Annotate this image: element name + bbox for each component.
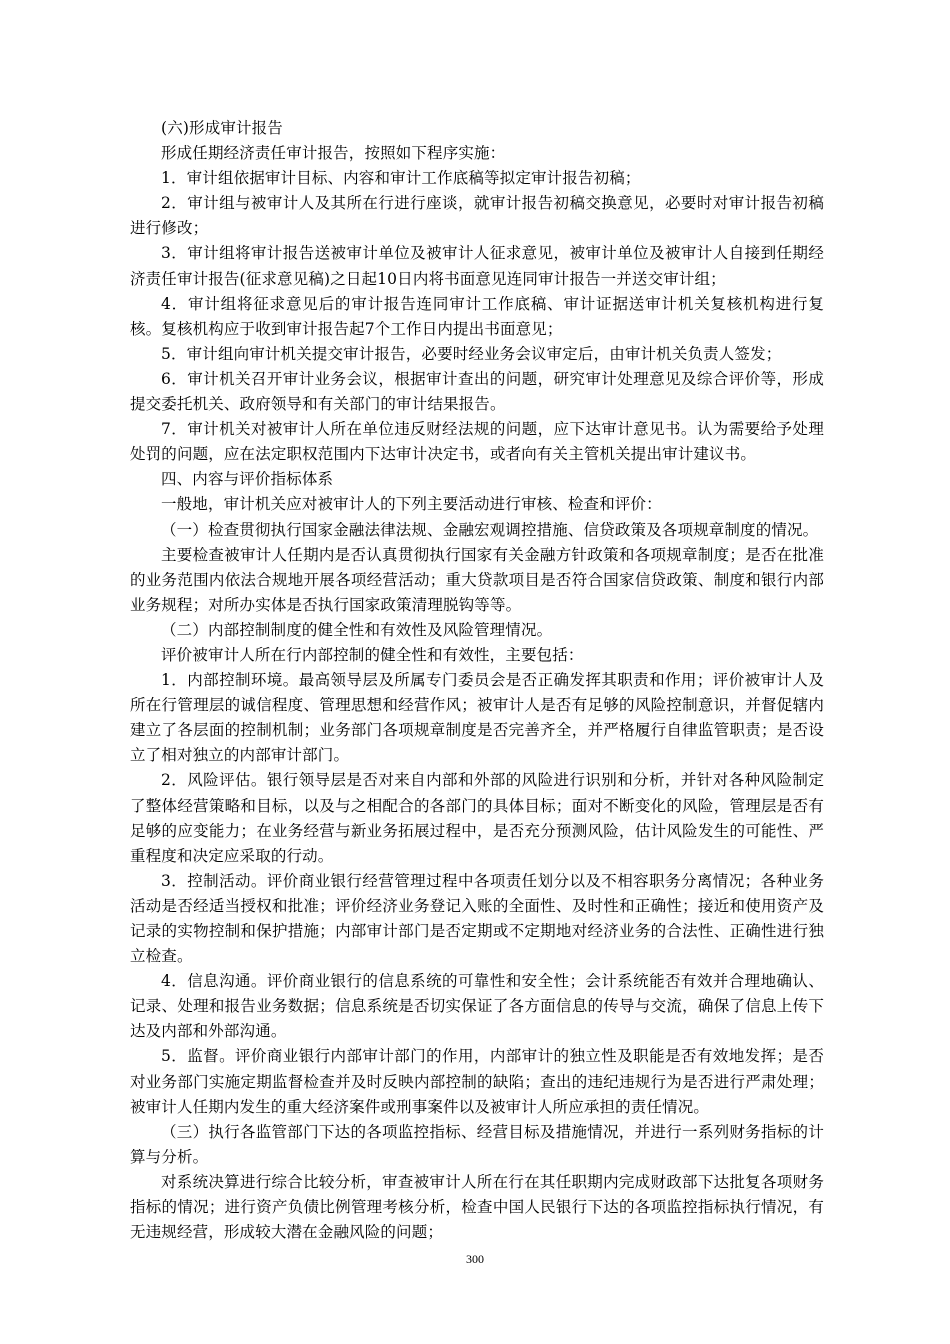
body-text	[130, 116, 824, 1245]
page-number: 300	[466, 1252, 484, 1266]
paragraph: 主要检查被审计人任期内是否认真贯彻执行国家有关金融方针政策和各项规章制度；是否在批准的业务范围内依法合规地开展各项经营活动；重大贷款项目是否符合国家信贷政策、制度和银行内部业务规程；对所办实体是否执行国家政策清理脱钩等等。	[130, 545, 824, 614]
subsection-heading: （二）内部控制制度的健全性和有效性及风险管理情况。	[161, 620, 553, 639]
subsection-heading: （一）检查贯彻执行国家金融法律法规、金融宏观调控措施、信贷政策及各项规章制度的情况。	[161, 520, 819, 539]
paragraph: 对系统决算进行综合比较分析，审查被审计人所在行在其任职期内完成财政部下达批复各项财务指标的情况；进行资产负债比例管理考核分析，检查中国人民银行下达的各项监控指标执行情况，有无违规经营，形成较大潜在金融风险的问题；	[130, 1172, 824, 1242]
list-item: 6．审计机关召开审计业务会议，根据审计查出的问题，研究审计处理意见及综合评价等，形成提交委托机关、政府领导和有关部门的审计结果报告。	[130, 369, 824, 414]
list-item: 7．审计机关对被审计人所在单位违反财经法规的问题，应下达审计意见书。认为需要给予处理处罚的问题，应在法定职权范围内下达审计决定书，或者向有关主管机关提出审计建议书。	[130, 420, 824, 464]
paragraph: 一般地，审计机关应对被审计人的下列主要活动进行审核、检查和评价：	[161, 495, 662, 514]
list-item: 2．审计组与被审计人及其所在行进行座谈，就审计报告初稿交换意见，必要时对审计报告初稿进行修改；	[130, 194, 824, 238]
section-heading-6: (六)形成审计报告	[161, 119, 283, 137]
section-heading-4: 四、内容与评价指标体系	[161, 470, 334, 489]
subsection-heading: （三）执行各监管部门下达的各项监控指标、经营目标及措施情况，并进行一系列财务指标的计算与分析。	[130, 1122, 824, 1166]
paragraph: 形成任期经济责任审计报告，按照如下程序实施：	[161, 144, 506, 163]
list-item: 4．信息沟通。评价商业银行的信息系统的可靠性和安全性；会计系统能否有效并合理地确认、记录、处理和报告业务数据；信息系统是否切实保证了各方面信息的传导与交流，确保了信息上传下达及内部和外部沟通。	[130, 972, 824, 1041]
list-item: 2．风险评估。银行领导层是否对来自内部和外部的风险进行识别和分析，并针对各种风险制定了整体经营策略和目标，以及与之相配合的各部门的具体目标；面对不断变化的风险，管理层是否有足够的应变能力；在业务经营与新业务拓展过程中，是否充分预测风险，估计风险发生的可能性、严重程度和决定应采取的行动。	[130, 771, 824, 865]
list-item: 3．控制活动。评价商业银行经营管理过程中各项责任划分以及不相容职务分离情况；各种业务活动是否经适当授权和批准；评价经济业务登记入账的全面性、及时性和正确性；接近和使用资产及记录的实物控制和保护措施；内部审计部门是否定期或不定期地对经济业务的合法性、正确性进行独立检查。	[130, 871, 824, 966]
list-item: 5．监督。评价商业银行内部审计部门的作用，内部审计的独立性及职能是否有效地发挥；是否对业务部门实施定期监督检查并及时反映内部控制的缺陷；查出的违纪违规行为是否进行严肃处理；被审计人任期内发生的重大经济案件或刑事案件以及被审计人所应承担的责任情况。	[130, 1047, 824, 1116]
list-item: 1．审计组依据审计目标、内容和审计工作底稿等拟定审计报告初稿；	[161, 169, 641, 188]
list-item: 3．审计组将审计报告送被审计单位及被审计人征求意见，被审计单位及被审计人自接到任期经济责任审计报告(征求意见稿)之日起10日内将书面意见连同审计报告一并送交审计组；	[130, 244, 824, 288]
list-item: 1．内部控制环境。最高领导层及所属专门委员会是否正确发挥其职责和作用；评价被审计人及所在行管理层的诚信程度、管理思想和经营作风；被审计人是否有足够的风险控制意识，并督促辖内建立了各层面的控制机制；业务部门各项规章制度是否完善齐全，并严格履行自律监管职责；是否设立了相对独立的内部审计部门。	[130, 671, 824, 765]
paragraph: 评价被审计人所在行内部控制的健全性和有效性，主要包括：	[161, 645, 584, 664]
list-item: 5．审计组向审计机关提交审计报告，必要时经业务会议审定后，由审计机关负责人签发；	[161, 344, 782, 363]
list-item: 4．审计组将征求意见后的审计报告连同审计工作底稿、审计证据送审计机关复核机构进行复核。复核机构应于收到审计报告起7个工作日内提出书面意见；	[130, 294, 824, 338]
